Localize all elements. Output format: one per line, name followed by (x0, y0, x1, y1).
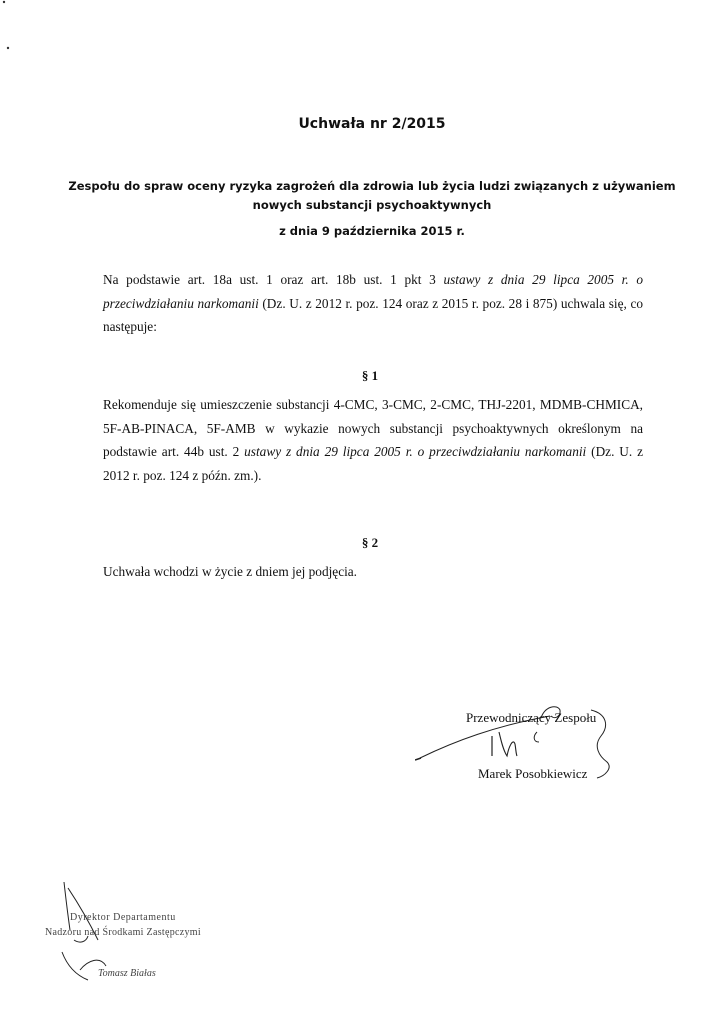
section-1-act-title: ustawy z dnia 29 lipca 2005 r. o przeciwdziałaniu narkomanii (244, 444, 587, 459)
preamble-paragraph (103, 268, 643, 339)
subtitle-line-2: nowych substancji psychoaktywnych (252, 198, 492, 212)
subtitle-line-1: Zespołu do spraw oceny ryzyka zagrożeń dla zdrowia lub życia ludzi związanych z używaniem (68, 179, 676, 193)
section-1-paragraph (103, 393, 643, 487)
preamble-text-1: Na podstawie art. 18a ust. 1 oraz art. 18b ust. 1 pkt 3 (103, 272, 444, 287)
scan-artifact-dots (2, 0, 12, 60)
section-1-text-1: Rekomenduje się umieszczenie substancji 4-CMC, 3-CMC, 2-CMC, THJ-2201, MDMB-CHMICA, 5F-AB-PINACA, 5F-AMB w wykazie nowych substancji psychoaktywnych określonym na podstawie art. 44b ust. 2 (103, 397, 643, 459)
section-2-paragraph: Uchwała wchodzi w życie z dniem jej podjęcia. (103, 564, 358, 579)
preamble-act-title: ustawy z dnia 29 lipca 2005 r. o przeciwdziałaniu narkomanii (103, 272, 644, 311)
section-2-mark: § 2 (361, 535, 379, 550)
stamp-line-1: Dyrektor Departamentu (70, 912, 176, 923)
signatory-role: Przewodniczący Zespołu (466, 710, 597, 725)
section-1-text-2: (Dz. U. z 2012 r. poz. 124 z późn. zm.). (103, 444, 644, 483)
section-1-mark: § 1 (361, 368, 379, 383)
document-date: z dnia 9 października 2015 r. (279, 224, 465, 238)
signatory-name: Marek Posobkiewicz (478, 766, 588, 781)
preamble-text-2: (Dz. U. z 2012 r. poz. 124 oraz z 2015 r. poz. 28 i 875) uchwala się, co następuje: (103, 295, 643, 334)
stamp-line-2: Nadzoru nad Środkami Zastępczymi (45, 927, 201, 938)
document-title: Uchwała nr 2/2015 (298, 116, 446, 132)
stamp-line-3: Tomasz Białas (98, 968, 156, 979)
document-subtitle (0, 177, 714, 215)
